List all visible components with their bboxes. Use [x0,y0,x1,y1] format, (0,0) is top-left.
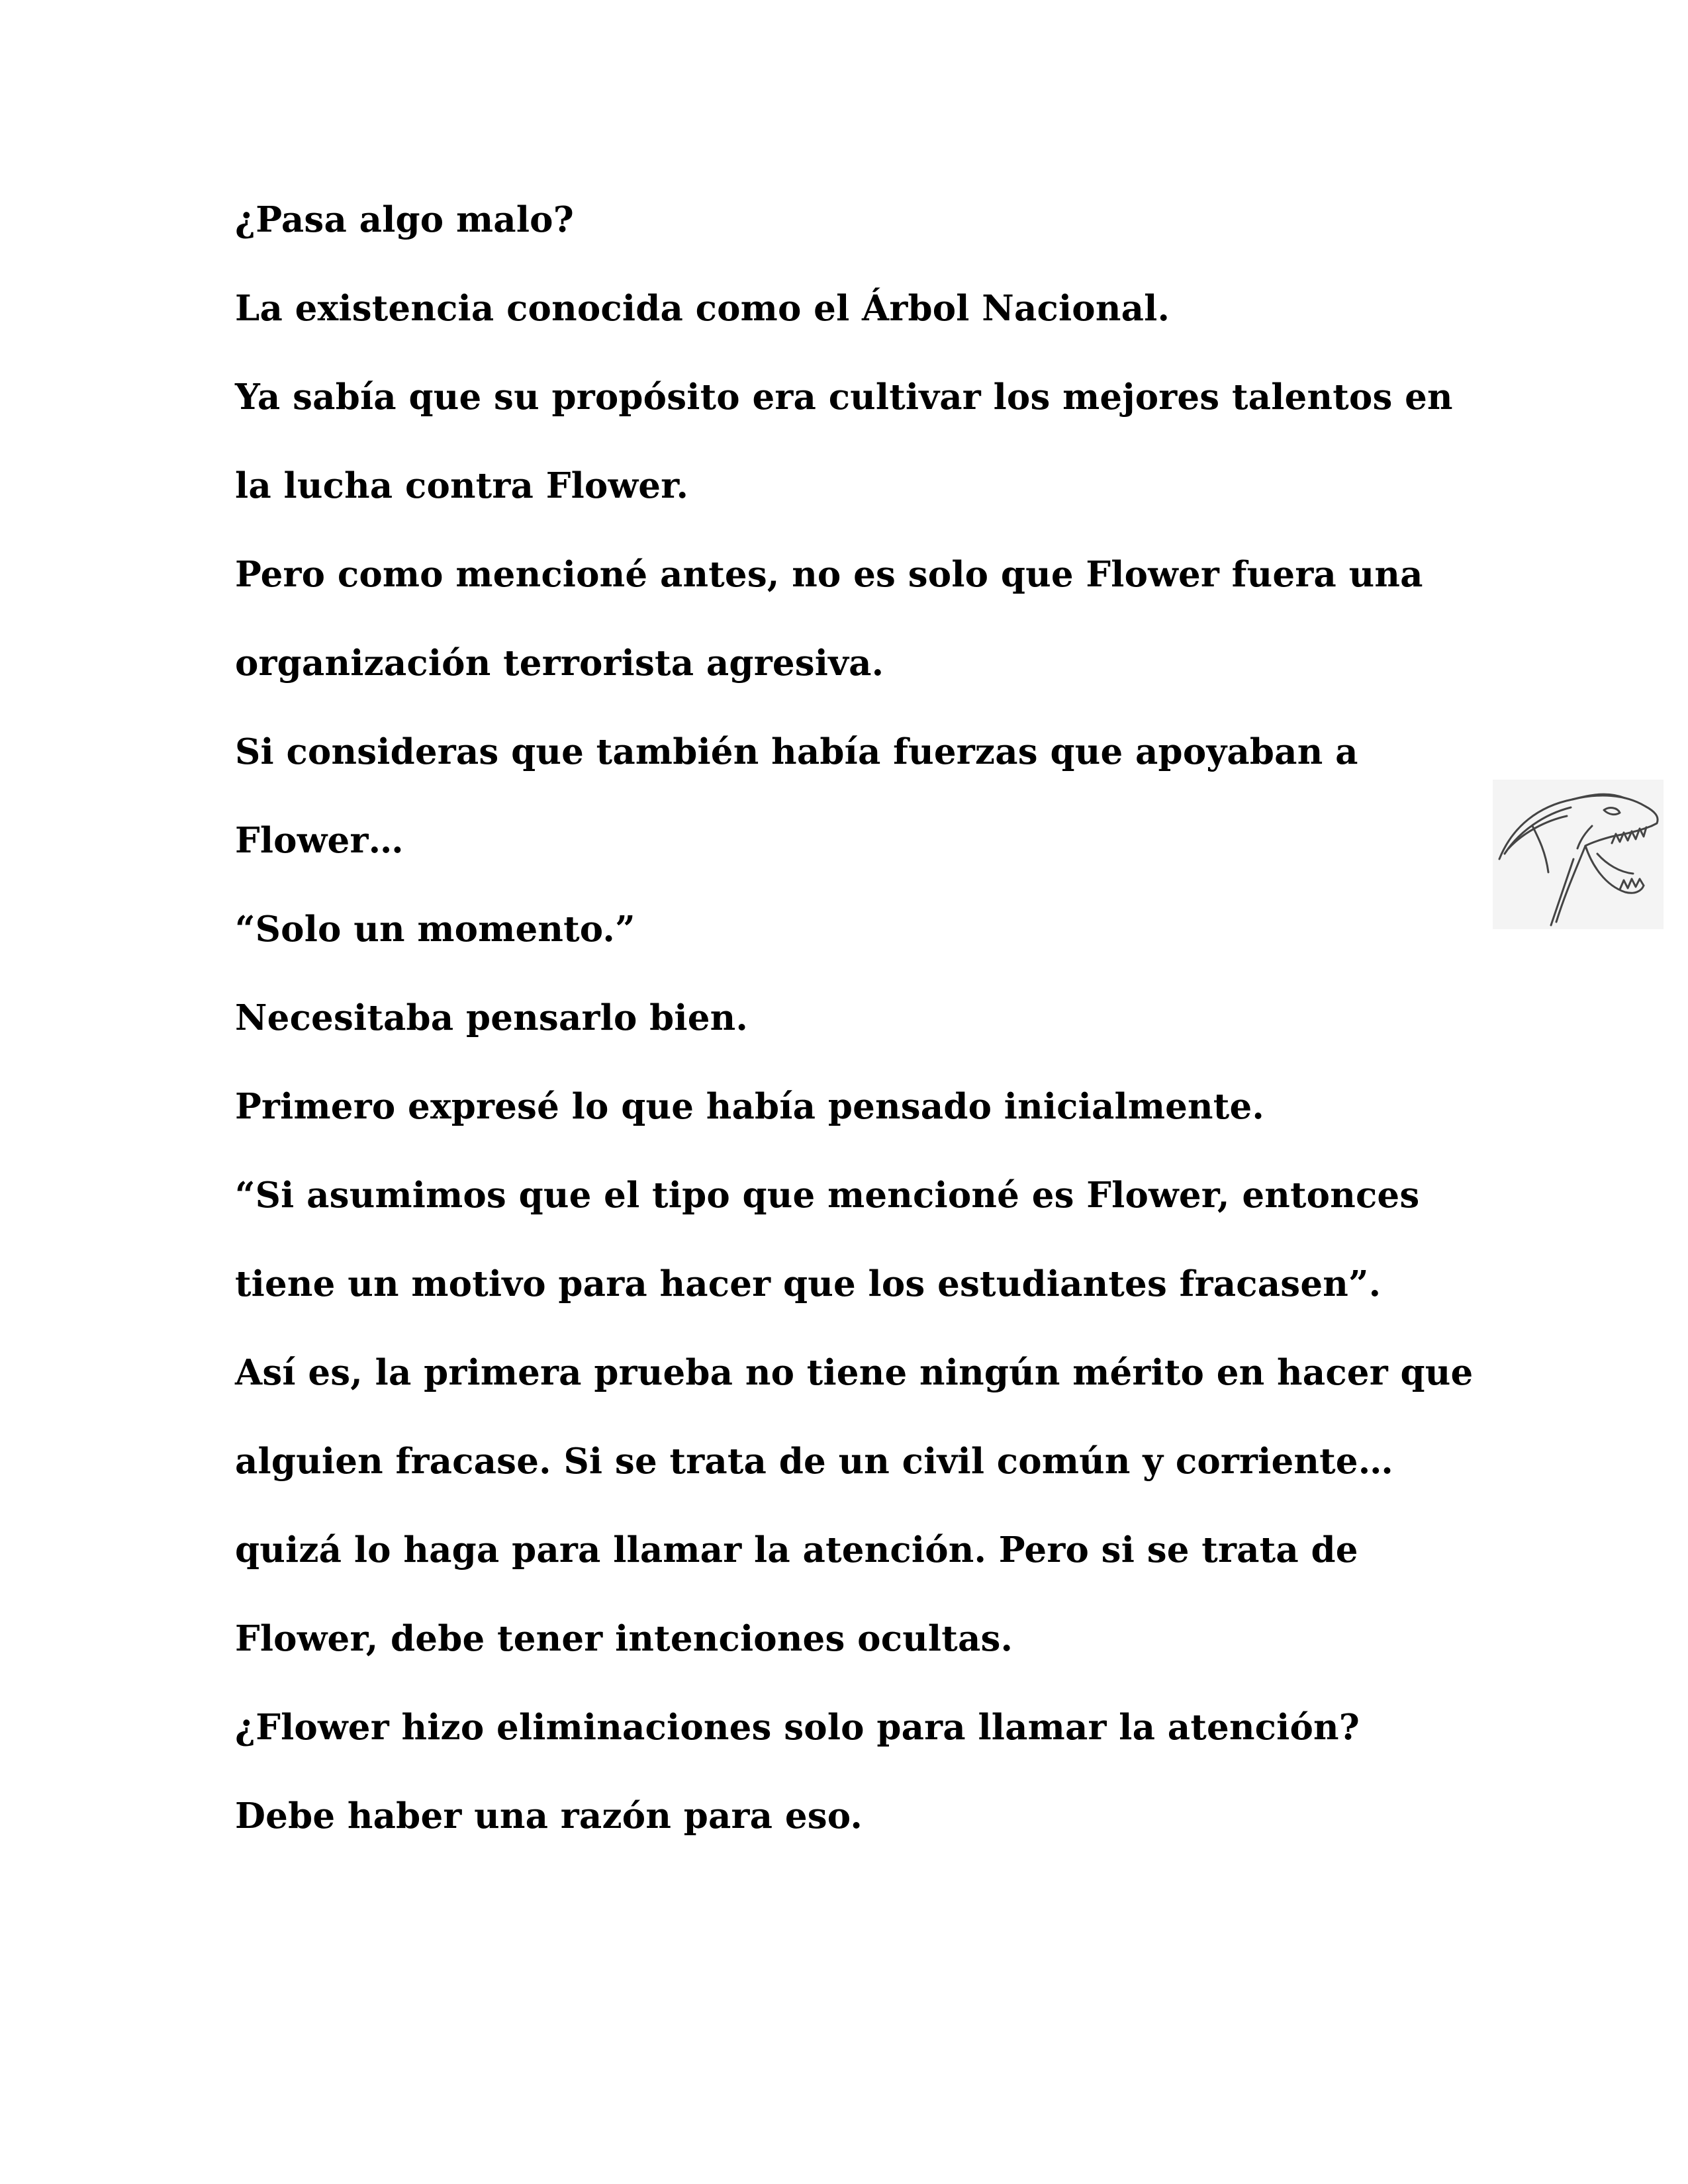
text-line: Si consideras que también había fuerzas que apoyaban a [235,731,1358,772]
text-line: Debe haber una razón para eso. [235,1796,863,1837]
dinosaur-head-icon [1493,780,1664,929]
text-line: Primero expresé lo que había pensado inicialmente. [235,1086,1265,1127]
text-line: Flower, debe tener intenciones ocultas. [235,1618,1013,1659]
text-line: organización terrorista agresiva. [235,643,884,684]
text-line: Pero como mencioné antes, no es solo que Flower fuera una [235,554,1423,595]
text-line: Así es, la primera prueba no tiene ningún mérito en hacer que [235,1352,1474,1393]
text-line: Necesitaba pensarlo bien. [235,997,749,1038]
body-text [235,192,1532,1877]
text-line: ¿Pasa algo malo? [235,199,574,240]
text-line: Ya sabía que su propósito era cultivar los mejores talentos en [235,377,1453,418]
text-line: ¿Flower hizo eliminaciones solo para llamar la atención? [235,1707,1360,1748]
text-line: Flower… [235,820,404,861]
text-line: tiene un motivo para hacer que los estudiantes fracasen”. [235,1263,1382,1304]
text-line: la lucha contra Flower. [235,465,689,506]
text-line: alguien fracase. Si se trata de un civil común y corriente… [235,1441,1393,1482]
text-line: “Solo un momento.” [235,909,635,950]
text-line: La existencia conocida como el Árbol Nacional. [235,288,1170,329]
text-line: “Si asumimos que el tipo que mencioné es Flower, entonces [235,1175,1420,1216]
text-line: quizá lo haga para llamar la atención. Pero si se trata de [235,1529,1358,1570]
